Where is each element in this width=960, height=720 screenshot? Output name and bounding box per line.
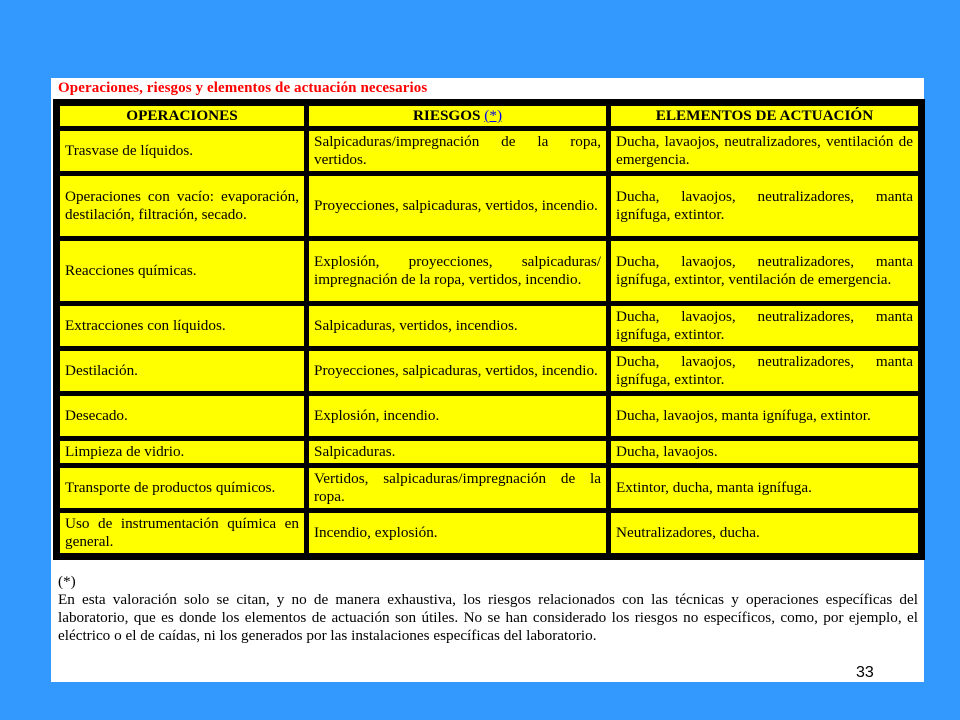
cell-operacion: Uso de instrumentación química en general. bbox=[59, 512, 305, 554]
header-operaciones: OPERACIONES bbox=[59, 105, 305, 127]
operations-table bbox=[53, 99, 925, 560]
cell-riesgos: Incendio, explosión. bbox=[308, 512, 607, 554]
header-riesgos bbox=[308, 105, 607, 127]
cell-operacion: Extracciones con líquidos. bbox=[59, 305, 305, 347]
cell-elementos: Ducha, lavaojos, neutralizadores, manta ignífuga, extintor. bbox=[610, 175, 919, 237]
cell-elementos: Ducha, lavaojos, neutralizadores, ventilación de emergencia. bbox=[610, 130, 919, 172]
cell-operacion: Operaciones con vacío: evaporación, destilación, filtración, secado. bbox=[59, 175, 305, 237]
table-row bbox=[59, 130, 919, 172]
cell-operacion: Destilación. bbox=[59, 350, 305, 392]
table-row bbox=[59, 395, 919, 437]
table-row bbox=[59, 305, 919, 347]
cell-elementos: Ducha, lavaojos. bbox=[610, 440, 919, 464]
table-row bbox=[59, 240, 919, 302]
cell-elementos: Ducha, lavaojos, manta ignífuga, extintor. bbox=[610, 395, 919, 437]
page-number: 33 bbox=[856, 664, 874, 681]
cell-elementos: Extintor, ducha, manta ignífuga. bbox=[610, 467, 919, 509]
cell-elementos: Neutralizadores, ducha. bbox=[610, 512, 919, 554]
table-title: Operaciones, riesgos y elementos de actuación necesarios bbox=[58, 80, 428, 96]
cell-operacion: Transporte de productos químicos. bbox=[59, 467, 305, 509]
cell-riesgos: Explosión, proyecciones, salpicaduras/ impregnación de la ropa, vertidos, incendio. bbox=[308, 240, 607, 302]
cell-operacion: Desecado. bbox=[59, 395, 305, 437]
footnote-mark: (*) bbox=[58, 573, 76, 590]
table-row bbox=[59, 467, 919, 509]
cell-operacion: Reacciones químicas. bbox=[59, 240, 305, 302]
table-body bbox=[59, 130, 919, 554]
cell-operacion: Limpieza de vidrio. bbox=[59, 440, 305, 464]
table-header-row bbox=[59, 105, 919, 127]
cell-riesgos: Vertidos, salpicaduras/impregnación de la ropa. bbox=[308, 467, 607, 509]
cell-elementos: Ducha, lavaojos, neutralizadores, manta ignífuga, extintor, ventilación de emergencia. bbox=[610, 240, 919, 302]
cell-riesgos: Proyecciones, salpicaduras, vertidos, incendio. bbox=[308, 350, 607, 392]
table-row bbox=[59, 175, 919, 237]
footnote bbox=[58, 573, 918, 645]
cell-riesgos: Salpicaduras, vertidos, incendios. bbox=[308, 305, 607, 347]
table-row bbox=[59, 512, 919, 554]
header-riesgos-label: RIESGOS bbox=[412, 107, 481, 124]
cell-riesgos: Explosión, incendio. bbox=[308, 395, 607, 437]
cell-operacion: Trasvase de líquidos. bbox=[59, 130, 305, 172]
cell-elementos: Ducha, lavaojos, neutralizadores, manta ignífuga, extintor. bbox=[610, 305, 919, 347]
table-row bbox=[59, 350, 919, 392]
footnote-text: En esta valoración solo se citan, y no de manera exhaustiva, los riesgos relacionados con las técnicas y operaciones específicas del laboratorio, que es donde los elementos de actuación son útiles. No se han considerado los riesgos no específicos, como, por ejemplo, el eléctrico o el de caídas, ni los generados por las instalaciones específicas del laboratorio. bbox=[58, 591, 918, 644]
cell-riesgos: Salpicaduras. bbox=[308, 440, 607, 464]
riesgos-footnote-link[interactable]: (*) bbox=[484, 107, 503, 124]
header-elementos: ELEMENTOS DE ACTUACIÓN bbox=[610, 105, 919, 127]
cell-riesgos: Salpicaduras/impregnación de la ropa, vertidos. bbox=[308, 130, 607, 172]
cell-riesgos: Proyecciones, salpicaduras, vertidos, incendio. bbox=[308, 175, 607, 237]
table-row bbox=[59, 440, 919, 464]
cell-elementos: Ducha, lavaojos, neutralizadores, manta ignífuga, extintor. bbox=[610, 350, 919, 392]
